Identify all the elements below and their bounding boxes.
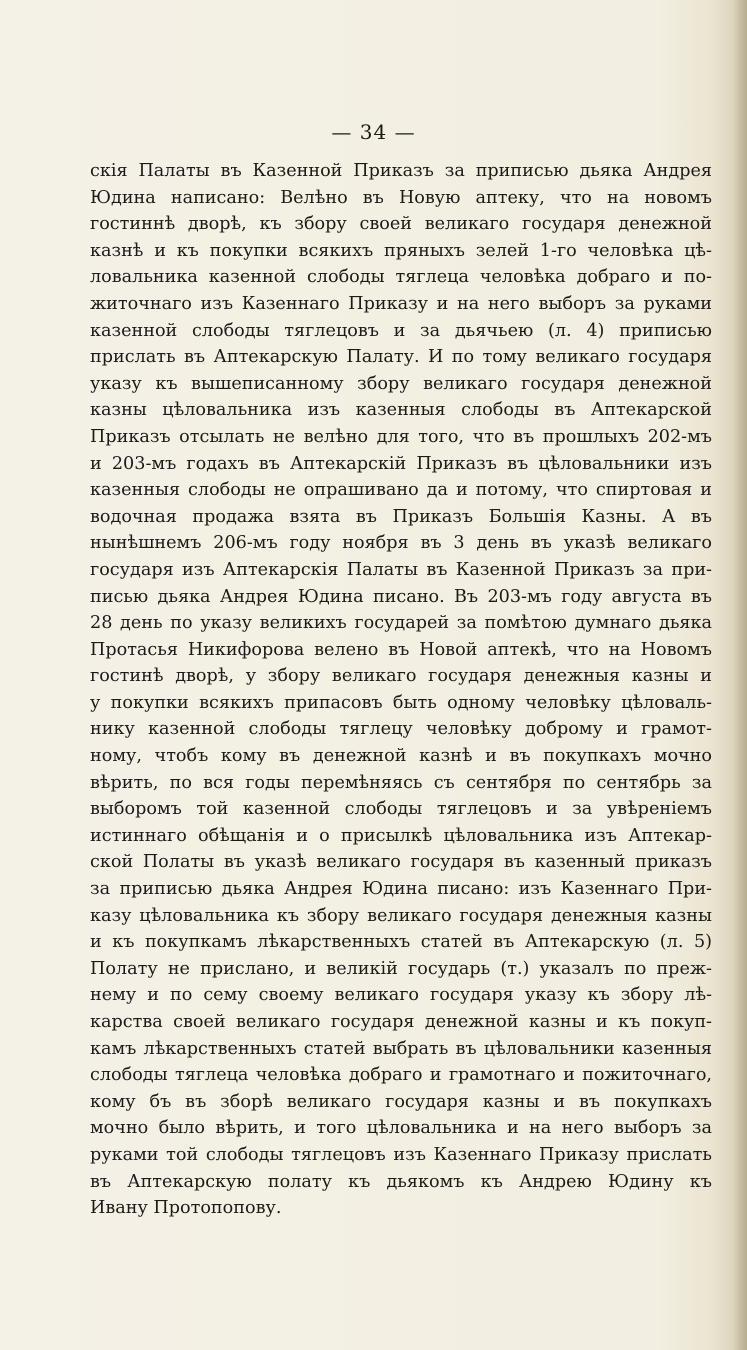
text-line: казнѣ и къ покупки всякихъ пряныхъ зелей 1-го человѣка цѣ- xyxy=(90,240,712,261)
text-line: ской Полаты въ указѣ великаго государя въ казенный приказъ xyxy=(90,852,712,873)
text-line: гостиннѣ дворѣ, къ збору своей великаго государя денежной xyxy=(90,214,712,235)
text-line: истиннаго обѣщанія и о присылкѣ цѣловальника изъ Аптекар- xyxy=(90,825,712,846)
text-line: гостинѣ дворѣ, у збору великаго государя денежныя казны и xyxy=(90,666,712,687)
page-number: — 34 — xyxy=(331,120,416,144)
text-line: Юдина написано: Велѣно въ Новую аптеку, что на новомъ xyxy=(90,187,712,208)
body-text xyxy=(90,158,712,1222)
text-line: прислать въ Аптекарскую Палату. И по тому великаго государя xyxy=(90,347,712,368)
text-line: водочная продажа взята въ Приказъ Большія Казны. А въ xyxy=(90,506,712,527)
text-line: казны цѣловальника изъ казенныя слободы въ Аптекарской xyxy=(90,400,712,421)
text-line: камъ лѣкарственныхъ статей выбрать въ цѣловальники казенныя xyxy=(90,1038,712,1059)
text-line: мочно было вѣрить, и того цѣловальника и на него выборъ за xyxy=(90,1118,712,1139)
text-line: казу цѣловальника къ збору великаго государя денежныя казны xyxy=(90,905,712,926)
text-line: Полату не прислано, и великій государь (т.) указалъ по преж- xyxy=(90,958,712,979)
text-line: въ Аптекарскую полату къ дьякомъ къ Андрею Юдину къ xyxy=(90,1171,712,1192)
text-line: 28 день по указу великихъ государей за помѣтою думнаго дьяка xyxy=(90,613,712,634)
text-line: выборомъ той казенной слободы тяглецовъ и за увѣреніемъ xyxy=(90,799,712,820)
text-line: нынѣшнемъ 206-мъ году ноября въ 3 день въ указѣ великаго xyxy=(90,533,712,554)
text-line: ловальника казенной слободы тяглеца человѣка добраго и по- xyxy=(90,267,712,288)
text-line: нику казенной слободы тяглецу человѣку доброму и грамот- xyxy=(90,719,712,740)
text-line: за приписью дьяка Андрея Юдина писано: изъ Казеннаго При- xyxy=(90,879,712,900)
text-line: житочнаго изъ Казеннаго Приказу и на него выборъ за руками xyxy=(90,293,712,314)
text-line: государя изъ Аптекарскія Палаты въ Казенной Приказъ за при- xyxy=(90,559,712,580)
text-line: казенныя слободы не опрашивано да и потому, что спиртовая и xyxy=(90,480,712,501)
text-line: и къ покупкамъ лѣкарственныхъ статей въ Аптекарскую (л. 5) xyxy=(90,932,712,953)
text-line: нему и по сему своему великаго государя указу къ збору лѣ- xyxy=(90,985,712,1006)
text-line: карства своей великаго государя денежной казны и къ покуп- xyxy=(90,1012,712,1032)
text-line-last: Ивану Протопопову. xyxy=(90,1198,282,1219)
text-line: казенной слободы тяглецовъ и за дьячьею (л. 4) приписью xyxy=(90,320,712,341)
page-spine-shadow xyxy=(733,0,747,1350)
text-line: кому бъ въ зборѣ великаго государя казны и въ покупкахъ xyxy=(90,1091,712,1112)
text-line: Приказъ отсылать не велѣно для того, что въ прошлыхъ 202-мъ xyxy=(90,426,712,447)
text-line: и 203-мъ годахъ въ Аптекарскій Приказъ въ цѣловальники изъ xyxy=(90,453,712,474)
text-line: руками той слободы тяглецовъ изъ Казеннаго Приказу прислать xyxy=(90,1144,712,1165)
text-line: писью дьяка Андрея Юдина писано. Въ 203-мъ году августа въ xyxy=(90,586,712,607)
text-line: ному, чтобъ кому въ денежной казнѣ и въ покупкахъ мочно xyxy=(90,746,712,767)
text-line: вѣрить, по вся годы перемѣняясь съ сентября по сентябрь за xyxy=(90,772,712,793)
text-line: скія Палаты въ Казенной Приказъ за приписью дьяка Андрея xyxy=(90,161,712,181)
text-line: указу къ вышеписанному збору великаго государя денежной xyxy=(90,373,712,394)
text-line: у покупки всякихъ припасовъ быть одному человѣку цѣловаль- xyxy=(90,692,712,713)
text-line: Протасья Никифорова велено въ Новой аптекѣ, что на Новомъ xyxy=(90,639,712,660)
text-line: слободы тяглеца человѣка добраго и грамотнаго и пожиточнаго, xyxy=(90,1065,712,1086)
